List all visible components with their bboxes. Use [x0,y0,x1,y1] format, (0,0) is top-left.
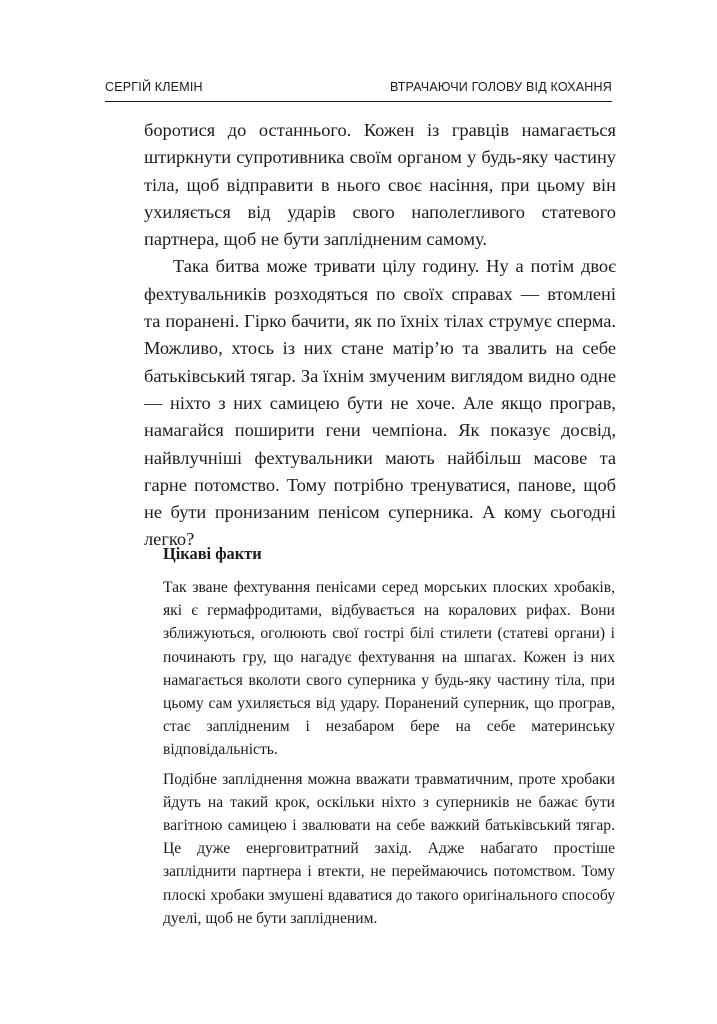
header-author: СЕРГІЙ КЛЕМІН [105,80,203,94]
body-paragraph: боротися до останнього. Кожен із гравців намагається штиркнути супротивника своїм органом у будь-яку частину тіла, щоб відправити в нього своє насіння, при цьому він ухиляється від ударів свого наполегливого статевого партнера, щоб не бути заплідненим самому. [144,120,616,250]
main-text [144,117,616,554]
body-paragraph: Така битва може тривати цілу годину. Ну а потім двоє фехтувальників розходяться по своїх справах — втомлені та поранені. Гірко бачити, як по їхніх тілах струмує сперма. Можливо, хтось із них стане матір’ю та звалить на себе батьківський тягар. За їхнім змученим виглядом видно одне — ніхто з них самицею бути не хоче. Але якщо програв, намагайся поширити гени чемпіона. Як показує досвід, найвлучніші фехтувальники мають найбільш масове та гарне потомство. Тому потрібно тренуватися, панове, щоб не бути пронизаним пенісом суперника. А кому сьогодні легко? [144,256,616,550]
facts-paragraph: Так зване фехтування пенісами серед морських плоских хробаків, які є гермафродитами, відбувається на коралових рифах. Вони зближуються, оголюють свої гострі білі стилети (статеві органи) і починають гру, що нагадує фехтування на шпагах. Кожен із них намагається вколоти свого суперника у будь-яку частину тіла, при цьому сам ухиляється від удару. Поранений суперник, що програв, стає заплідненим і незабаром бере на себе материнську відповідальність. [163,579,615,759]
facts-title: Цікаві факти [163,544,262,563]
facts-sidebar [163,543,615,936]
header-book-title: ВТРАЧАЮЧИ ГОЛОВУ ВІД КОХАННЯ [390,80,612,94]
running-head [105,80,612,100]
header-rule [105,101,612,102]
facts-paragraph: Подібне запліднення можна вважати травматичним, проте хробаки йдуть на такий крок, оскільки ніхто з суперників не бажає бути вагітною самицею і звалювати на себе важкий батьківський тягар. Це дуже енерговитратний захід. Адже набагато простіше запліднити партнера і втекти, не переймаючись потомством. Тому плоскі хробаки змушені вдаватися до такого оригінального способу дуелі, щоб не бути заплідненим. [163,770,615,927]
